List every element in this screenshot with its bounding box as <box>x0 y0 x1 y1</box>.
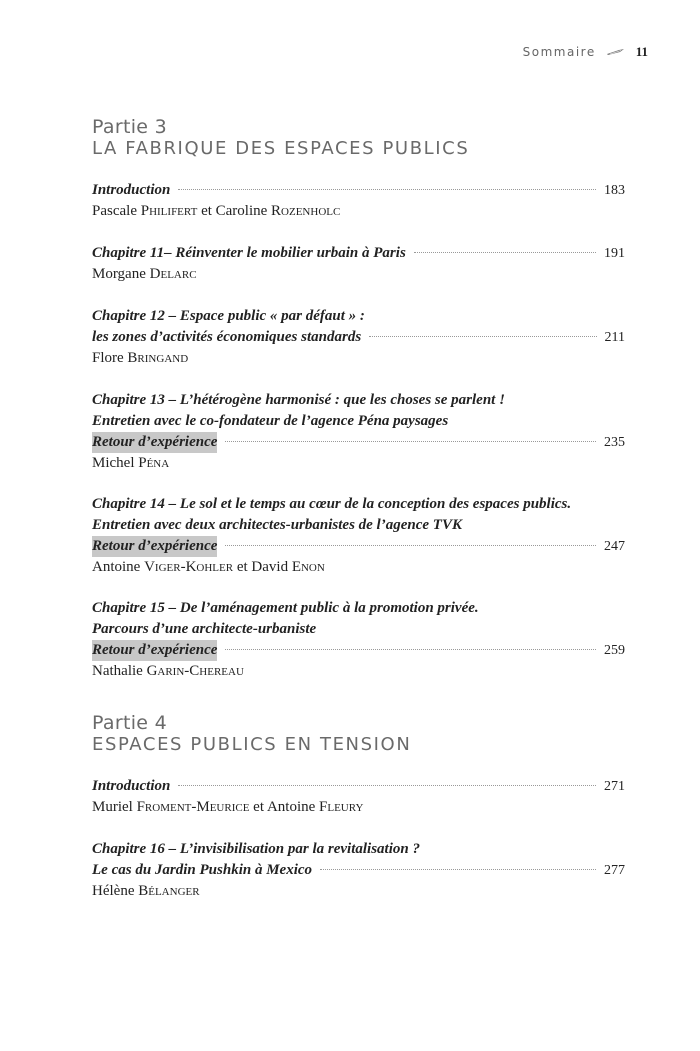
entry-subtitle-line[interactable]: Entretien avec deux architectes-urbanistes de l’agence TVK <box>92 517 462 533</box>
entry-authors: Hélène Bélanger <box>92 883 200 899</box>
toc-entry-line[interactable] <box>92 432 625 453</box>
toc-entry <box>92 776 625 818</box>
toc-entry <box>92 598 625 682</box>
toc-entry <box>92 243 625 285</box>
dot-leader <box>369 336 596 337</box>
entry-title[interactable]: les zones d’activités économiques standards <box>92 329 362 345</box>
toc-entry-line[interactable] <box>92 536 625 557</box>
entry-authors: Flore Bringand <box>92 350 189 366</box>
entry-subtitle-line[interactable]: Parcours d’une architecte-urbaniste <box>92 621 317 637</box>
entry-page: 247 <box>604 539 625 554</box>
toc-entry-line[interactable] <box>92 860 625 881</box>
pen-nib-icon <box>606 47 626 57</box>
entry-title-line[interactable]: Chapitre 15 – De l’aménagement public à la promotion privée. <box>92 600 479 616</box>
part-label: Partie 4 <box>92 712 168 734</box>
part-label: Partie 3 <box>92 116 168 138</box>
entry-title-line[interactable]: Chapitre 16 – L’invisibilisation par la revitalisation ? <box>92 841 420 857</box>
entry-title[interactable]: Chapitre 11– Réinventer le mobilier urbain à Paris <box>92 245 406 261</box>
dot-leader <box>178 189 596 190</box>
toc-entry <box>92 390 625 474</box>
dot-leader <box>225 649 596 650</box>
section-title: Sommaire <box>522 45 596 59</box>
entry-title[interactable]: Retour d’expérience <box>92 536 217 557</box>
entry-title[interactable]: Introduction <box>92 182 171 198</box>
part-4-heading <box>92 712 411 756</box>
entry-authors: Nathalie Garin-Chereau <box>92 663 244 679</box>
running-head <box>523 44 648 60</box>
entry-title[interactable]: Le cas du Jardin Pushkin à Mexico <box>92 862 313 878</box>
toc-entry-line[interactable] <box>92 327 625 348</box>
entry-title[interactable]: Retour d’expérience <box>92 640 217 661</box>
entry-title-line[interactable]: Chapitre 14 – Le sol et le temps au cœur de la conception des espaces publics. <box>92 496 572 512</box>
entry-page: 183 <box>604 183 625 198</box>
entry-authors: Antoine Viger-Kohler et David Enon <box>92 559 325 575</box>
entry-authors: Muriel Froment-Meurice et Antoine Fleury <box>92 799 364 815</box>
entry-title-line[interactable]: Chapitre 13 – L’hétérogène harmonisé : que les choses se parlent ! <box>92 392 505 408</box>
entry-page: 271 <box>604 779 625 794</box>
toc-entry-line[interactable] <box>92 243 625 264</box>
part-3-heading <box>92 116 469 160</box>
entry-authors: Pascale Philifert et Caroline Rozenholc <box>92 203 341 219</box>
dot-leader <box>225 441 596 442</box>
toc-entry-line[interactable] <box>92 776 625 797</box>
page-number: 11 <box>635 44 648 59</box>
entry-title[interactable]: Retour d’expérience <box>92 432 217 453</box>
toc-entry <box>92 494 625 578</box>
dot-leader <box>414 252 596 253</box>
entry-page: 211 <box>604 330 625 345</box>
part-title: ESPACES PUBLICS EN TENSION <box>92 734 412 755</box>
entry-page: 191 <box>604 246 625 261</box>
entry-page: 277 <box>604 863 625 878</box>
dot-leader <box>225 545 596 546</box>
entry-authors: Michel Péna <box>92 455 170 471</box>
entry-page: 235 <box>604 435 625 450</box>
toc-entry <box>92 839 625 902</box>
entry-title-line[interactable]: Chapitre 12 – Espace public « par défaut » : <box>92 308 365 324</box>
toc-entry <box>92 180 625 222</box>
entry-page: 259 <box>604 643 625 658</box>
part-title: LA FABRIQUE DES ESPACES PUBLICS <box>92 138 470 159</box>
toc-entry-line[interactable] <box>92 640 625 661</box>
toc-entry-line[interactable] <box>92 180 625 201</box>
dot-leader <box>320 869 596 870</box>
dot-leader <box>178 785 596 786</box>
toc-entry <box>92 306 625 369</box>
entry-subtitle-line[interactable]: Entretien avec le co-fondateur de l’agence Péna paysages <box>92 413 449 429</box>
entry-authors: Morgane Delarc <box>92 266 197 282</box>
entry-title[interactable]: Introduction <box>92 778 171 794</box>
